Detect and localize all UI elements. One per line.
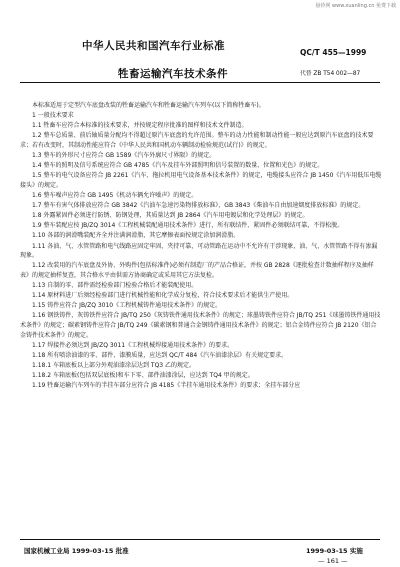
section-heading: 1 一般技术要求 <box>32 112 74 120</box>
clause-1-15: 1.15 铸件应符合 JB/ZQ 3010《工程机械铸件通用技术条件》的规定。 <box>32 302 222 310</box>
clause-1-4: 1.4 整车的照明及信号系统应符合 GB 4785《汽车及挂车外部照明和信号装置的数量、位置和光色》的规定。 <box>32 162 324 170</box>
clause-1-18-2: 1.18.2 车箱底板(包括双层底板)和车下零、部件油漆涂层，应达到 TQ4 甲的规定。 <box>32 372 254 380</box>
clause-1-16: 1.16 钢铁铸件，灰铸铁件应符合 JB/TQ 250《灰铸铁件通用技术条件》的规定；球墨铸铁件应符合 JB/TQ 251《球墨铸铁件通用技术条件》的规定；碳素钢铸件应符合 JB/TQ 249《碳素钢和普通合金钢铸件通用技术条件》的规定；铝合金铸件应符合 JB 2120《铝合金铸件技术条件》的规定。 <box>20 312 381 339</box>
clause-1-3: 1.3 整车的外形尺寸应符合 GB 1589《汽车外廓尺寸界限》的规定。 <box>32 152 216 160</box>
replaces-standard: 代替 ZB T54 002—87 <box>300 71 361 77</box>
clause-1-18: 1.18 所有喷涂油漆的零、部件、漆膜质量，应达到 QC/T 484《汽车油漆涂层》有关规定要求。 <box>32 352 288 359</box>
standard-org-title: 中华人民共和国汽车行业标准 <box>82 40 225 52</box>
header-divider <box>20 82 380 83</box>
scope-paragraph: 本标准适用于定型汽车底盘改装的牲畜运输汽车和牲畜运输汽车列车(以下简称牲畜车)。 <box>32 102 265 109</box>
implementation-date: 1999-03-15 实施 <box>306 547 363 555</box>
clause-1-2: 1.2 整车总质量、前后轴质量分配均不得超过原汽车底盘的允许范围。整车的动力性能和制动性能一般应达到原汽车底盘的技术要求；若有改变时，其制动性能应符合《中华人民共和国机动车辆制动检验规范(试行)》的规定。 <box>20 132 374 149</box>
document-title: 牲畜运输汽车技术条件 <box>118 68 228 80</box>
clause-1-19: 1.19 牲畜运输汽车列车的半挂车部分应符合 JB 4185《半挂车通用技术条件》的要求；全挂车部分应 <box>32 382 301 390</box>
clause-1-12: 1.12 改装用的汽车底盘及外协、外购件(包括标准件)必须有制造厂的产品合格证，并按 GB 2828《逐批检查计数抽样程序及抽样表》的规定抽样复查，其合格水平由供需方协商确定或采用其它方法复检。 <box>20 262 374 280</box>
clause-1-5: 1.5 整车的电气设备应符合 JB 2261《汽车、拖拉机用电气设备基本技术条件》的规定，电缆接头应符合 JB 1450《汽车用低压电缆接头》的规定。 <box>20 172 382 189</box>
clause-1-9: 1.9 整车装配应按 JB/ZQ 3014《工程机械装配通用技术条件》进行，所有联结件、紧固件必须联结可靠，不得松脱。 <box>32 222 344 230</box>
clause-1-1: 1.1 牲畜车应符合本标准的技术要求，并按规定程序批准的图样和技术文件制造。 <box>32 122 248 130</box>
clause-1-17: 1.17 焊接件必须达到 JB/ZQ 3011《工程机械焊接通用技术条件》的要求。 <box>32 341 234 349</box>
clause-1-14: 1.14 原材料进厂后须经检验部门进行机械性能和化学成分复检，符合技术要求后才能供生产使用。 <box>32 292 294 300</box>
page-number: — 161 — <box>318 557 348 565</box>
footer-divider <box>20 539 380 540</box>
clause-1-10: 1.10 各部的润滑嘴装配齐全并注满润滑脂，其它摩擦表面按规定涂加润滑脂。 <box>32 232 240 240</box>
standard-code: QC/T 455—1999 <box>300 48 367 57</box>
clause-1-11: 1.11 各油、气、水管管路和电气线路应固定牢固，夹持可靠，可动管路在运动中不允许有干涉现象，油、气、水管管路不得有渗漏现象。 <box>20 242 378 260</box>
clause-1-18-1: 1.18.1 车箱底板以上部分外观油漆涂层达到 TQ3 乙的规定。 <box>32 362 196 370</box>
document-body <box>20 101 382 391</box>
clause-1-13: 1.13 自制的零、部件需经检验部门检验合格后才能装配使用。 <box>32 282 198 290</box>
approval-note: 国家机械工业局 1999-03-15 批准 <box>24 547 129 555</box>
clause-1-8: 1.8 外露紧固件必须进行防锈、防钢处理，其质量达到 JB 2864《汽车用电镀层和化学处理层》的规定。 <box>32 212 309 220</box>
watermark: 悬铃网 www.xuanling.cn 免费下载 <box>315 3 396 9</box>
clause-1-6: 1.6 整车噪声应符合 GB 1495《机动车辆允许噪声》的规定。 <box>32 192 198 200</box>
clause-1-7: 1.7 整车有害气体排放应符合 GB 3842《汽油车急速污染物排放标准》、GB 3843《柴油车自由加速烟度排放标准》的规定。 <box>32 202 365 210</box>
